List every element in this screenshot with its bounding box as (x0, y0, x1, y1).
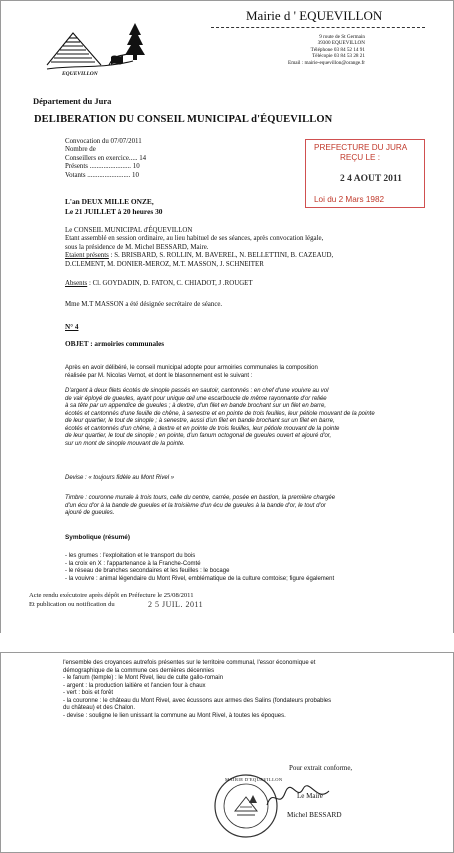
blason-line: sur un mont de sinople mouvant de la pointe. (65, 440, 185, 447)
absent-label: Absents (65, 280, 88, 287)
stamp-date: 2 4 AOUT 2011 (340, 174, 402, 184)
present-names-1: : S. BRISBARD, S. ROLLIN, M. BAVEREL, N. BELLETTINI, B. CAZEAUD, (108, 252, 334, 260)
page-gap (0, 633, 454, 651)
seal-text: MAIRIE D'EQUEVILLON (225, 777, 283, 782)
present-label: Etaient présents (65, 252, 109, 260)
document-page-2 (0, 652, 454, 853)
continued-line: l'ensemble des croyances autrefois présentes sur le territoire communal, l'essor économique et (63, 660, 316, 666)
mayor-title: Le Maire (297, 792, 323, 800)
symbolique-list (65, 553, 449, 583)
symbolique-continued (63, 660, 449, 720)
p1-line-2: réalisée par M. Nicolas Vernot, et dont le blasonnement est le suivant : (65, 372, 253, 379)
nombre-label: Nombre de (65, 146, 96, 154)
blason-line: écotés et cantonnés d'un chêne, à dextre et en pointe de trois feuilles, leur pétiole mouvant de la pointe (65, 425, 340, 432)
publication-date-stamp: 2 5 JUIL. 2011 (148, 600, 204, 609)
intro-line-1: Le CONSEIL MUNICIPAL d'ÉQUEVILLON (65, 227, 193, 234)
department: Département du Jura (33, 96, 112, 106)
blasonnement (65, 388, 449, 448)
session-year: L'an DEUX MILLE ONZE, (65, 197, 154, 206)
devise-line: Devise : « toujours fidèle au Mont Rivel » (65, 475, 175, 481)
acte-executoire: Acte rendu exécutoire après dépôt en Préfecture le 25/08/2011 (29, 592, 194, 599)
blason-line: de leur quartier, le tout de sinople ; en pointe, d'un fanum octogonal de gueules ouvert et ajouré d'or, (65, 433, 332, 439)
present-line-1 (65, 252, 445, 260)
deliberation-number: N° 4 (65, 323, 79, 331)
meeting-meta (65, 138, 215, 180)
continued-line: - devise : souligne le lien unissant la commune au Mont Rivel, à toutes les époques. (63, 712, 286, 719)
votants-count: Votants ......................... 10 (65, 171, 139, 179)
stamp-law: Loi du 2 Mars 1982 (314, 195, 385, 204)
logo-caption: EQUEVILLON (62, 71, 98, 77)
presents-count: Présents ........................ 10 (65, 163, 140, 171)
prefecture-stamp (305, 139, 425, 208)
blason-line: écotés et cantonnés d'une feuille de chêne, à senestre et en pointe de trois feuilles, leur pétiole mouvant de la pointe (65, 410, 375, 417)
body-paragraph-1 (65, 365, 449, 380)
objet-line: OBJET : armoiries communales (65, 340, 165, 348)
contact-block (261, 34, 365, 66)
intro-line-2: Etant assemblé en session ordinaire, au lieu habituel de ses séances, après convocation légale, (65, 235, 324, 243)
blason-line: de leur quartier, le tout de sinople ; à senestre, aussi d'un filet en bande brochant sur un filet en barre, (65, 418, 335, 424)
phone: Téléphone 03 84 52 14 91 (310, 46, 365, 53)
acte-publication: Et publication ou notification du (29, 601, 115, 608)
timbre-line: d'un écu d'or à la bande de gueules et la troisième d'un écu de gueules à la bande d'or, le tout d'or (65, 502, 326, 509)
continued-line: - vert : bois et forêt (63, 690, 114, 696)
intro-line-3: sous la présidence de M. Michel BESSARD, Maire. (65, 243, 209, 251)
symbolique-item: - la croix en X : l'appartenance à la Franche-Comté (65, 560, 201, 567)
intro-block (65, 227, 445, 269)
secretary-line: Mme M.T MASSON a été désignée secrétaire de séance. (65, 301, 223, 308)
session-date: Le 21 JUILLET à 20 heures 30 (65, 207, 163, 216)
blason-line: de vair éployé de gueules, ayant pour unique œil une escarboucle de même rayonnante d'or reliée (65, 395, 327, 402)
symbolique-item: - le réseau de branches secondaires et les feuilles : le bocage (65, 568, 230, 574)
continued-line: - le fanum (temple) : le Mont Rivel, lieu de culte gallo-romain (63, 675, 224, 681)
symbolique-item: - la vouivre : animal légendaire du Mont Rivel, emblématique de la culture comtoise; figure également (65, 575, 335, 582)
mairie-title: Mairie d ' EQUEVILLON (246, 8, 383, 23)
continued-line: démographique de la commune ces dernières décennies (63, 667, 215, 674)
continued-line: du château) et des Chalon. (63, 705, 136, 711)
mayor-name: Michel BESSARD (287, 811, 342, 819)
stamp-recu: REÇU LE : (340, 153, 381, 162)
deliberation-title: DELIBERATION DU CONSEIL MUNICIPAL d'ÉQUEVILLON (34, 114, 333, 125)
blason-line: à sa tête par un appendice de gueules ; à dextre, d'un filet en bande brochant sur un filet en barre, (65, 403, 326, 409)
timbre-line: ajouré de gueules. (65, 510, 115, 516)
timbre-line: Timbre : couronne murale à trois tours, celle du centre, carrée, posée en bastion, la première chargée (65, 495, 336, 501)
symbolique-item: - les grumes : l'exploitation et le transport du bois (65, 553, 196, 559)
timbre-block (65, 495, 449, 518)
p1-line-1: Après en avoir délibéré, le conseil municipal adopte pour armoiries communales la composition (65, 365, 318, 371)
symbolique-title: Symbolique (résumé) (65, 534, 130, 541)
continued-line: - la couronne : le château du Mont Rivel, avec écussons aux armes des Salins (fondateurs probables (63, 697, 332, 704)
address-line-2: 39300 EQUEVILLON (317, 40, 365, 47)
present-line-2: D.CLEMENT, M. DONIER-MEROZ, M.T. MASSON, J. SCHNEITER (65, 260, 264, 268)
continued-line: - argent : la production laitière et l'ancien four à chaux (63, 682, 206, 689)
fax: Télécopie 03 84 53 28 21 (312, 53, 365, 60)
header-divider (211, 27, 425, 28)
blason-line: D'argent à deux filets écotés de sinople passés en sautoir, cantonnés : en chef d'une vouivre au vol (65, 388, 329, 394)
stamp-prefecture: PREFECTURE DU JURA (314, 143, 408, 152)
email: Email : mairie-equevillon@orange.fr (288, 59, 365, 66)
extract-conforme: Pour extrait conforme, (289, 764, 353, 772)
conseillers-count: Conseillers en exercice..... 14 (65, 154, 147, 162)
address-line-1: 9 route de St Germain (319, 34, 365, 40)
convocation-date: Convocation du 07/07/2011 (65, 138, 142, 145)
mountain-logo-icon (43, 19, 153, 79)
absent-line (65, 280, 253, 288)
absent-names: : Cl. GOYDADIN, D. FATON, C. CHIADOT, J .ROUGET (88, 280, 253, 287)
